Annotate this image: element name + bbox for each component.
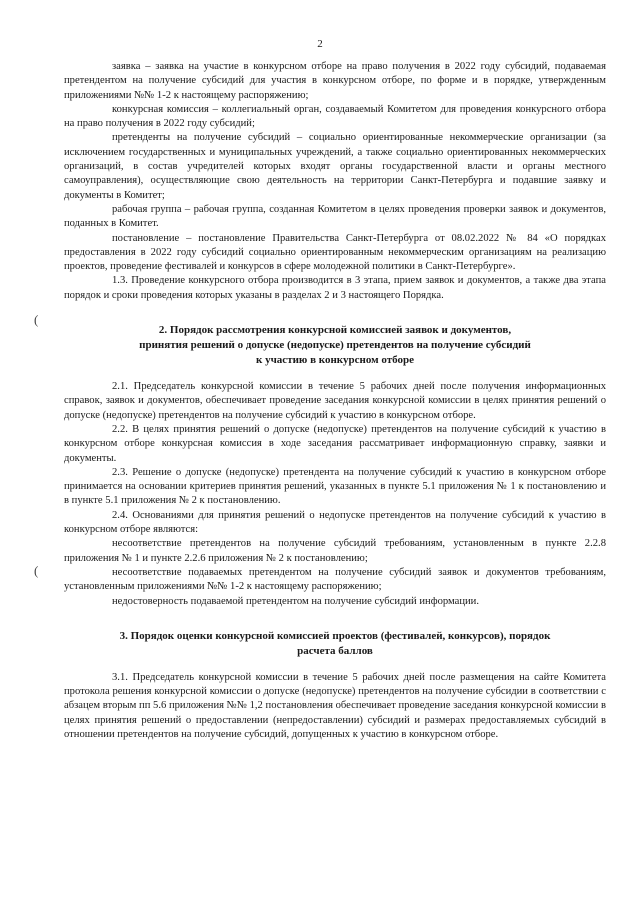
clause-paragraph: 1.3. Проведение конкурсного отбора производится в 3 этапа, прием заявок и документов, а также два этапа порядок и сроки проведения которых указаны в разделах 2 и 3 настоящего Порядка. [64, 275, 606, 301]
clause-paragraph: 2.4. Основаниями для принятия решений о недопуске претендентов на получение субсидий к участию в конкурсном отборе являются: [64, 509, 606, 536]
heading-line: принятия решений о допуске (недопуске) претендентов на получение субсидий [139, 339, 531, 352]
definition-paragraph: постановление – постановление Правительства Санкт-Петербурга от 08.02.2022 № 84 «О порядках предоставления в 2022 году субсидий социально ориентированным некоммерческим организациям на реализацию проектов, проведение фестивалей и конкурсов в сфере молодежной политики в Санкт-Петербурге». [64, 232, 606, 273]
section-2-heading [64, 323, 606, 368]
margin-mark: ( [34, 312, 39, 327]
document-body [64, 60, 606, 742]
list-item: несоответствие претендентов на получение субсидий требованиям, установленным в пункте 2.2.8 приложения № 1 и пункте 2.2.6 приложения № 2 к постановлению; [64, 538, 606, 564]
clause-paragraph: 2.2. В целях принятия решений о допуске (недопуске) претендентов на получение субсидий к участию в конкурсном отборе конкурсная комиссия в ходе заседания рассматривает информационную справку, заявки и документы. [64, 423, 606, 464]
definition-paragraph: рабочая группа – рабочая группа, созданная Комитетом в целях проведения проверки заявок и документов, поданных в Комитет. [64, 203, 606, 230]
list-item: несоответствие подаваемых претендентом на получение субсидий заявок и документов требованиям, установленным приложениями №№ 1-2 к настоящему распоряжению; [64, 566, 606, 593]
list-item: недостоверность подаваемой претендентом на получение субсидий информации. [112, 595, 479, 607]
clause-paragraph: 2.1. Председатель конкурсной комиссии в течение 5 рабочих дней после получения информационных справок, заявок и документов, обеспечивает проведение заседания конкурсной комиссии в целях принятия решений о допуске (недопуске) претендентов на получение субсидий к участию в конкурсном отборе. [64, 381, 606, 421]
heading-line: 3. Порядок оценки конкурсной комиссией проектов (фестивалей, конкурсов), порядок [119, 629, 551, 642]
section-3-heading [64, 629, 606, 659]
definition-paragraph: заявка – заявка на участие в конкурсном отборе на право получения в 2022 году субсидий, подаваемая претендентом на получение субсидий для участия в конкурсном отборе, по форме и в порядке, утвержденным приложениями №№ 1-2 к настоящему распоряжению; [64, 61, 606, 101]
heading-line: 2. Порядок рассмотрения конкурсной комиссией заявок и документов, [158, 324, 512, 337]
definition-paragraph: конкурсная комиссия – коллегиальный орган, создаваемый Комитетом для проведения конкурсного отбора на право получения в 2022 году субсидий; [64, 103, 606, 130]
heading-line: к участию в конкурсном отборе [256, 354, 414, 367]
clause-paragraph: 2.3. Решение о допуске (недопуске) претендента на получение субсидий к участию в конкурсном отборе принимается на основании критериев принятия решений, указанных в пункте 5.1 приложения № 1 к постановлению и в пункте 5.1 приложения № 2 к постановлению. [64, 466, 606, 507]
margin-mark: ( [34, 563, 39, 578]
heading-line: расчета баллов [297, 644, 373, 657]
page-number: 2 [317, 38, 323, 50]
definition-paragraph: претенденты на получение субсидий – социально ориентированные некоммерческие организации (за исключением государственных и муниципальных учреждений, а также социально ориентированных некоммерческих организаций, в состав учредителей которых входят органы государственной власти и органы местного самоуправления), осуществляющие свою деятельность на территории Санкт-Петербурга и подавшие заявку и документы в Комитет; [64, 132, 606, 201]
clause-paragraph: 3.1. Председатель конкурсной комиссии в течение 5 рабочих дней после размещения на сайте Комитета протокола решения конкурсной комиссии о допуске (недопуске) претендентов на получение субсидии в соответствии с абзацем вторым пп 5.6 приложения №№ 1,2 постановления обеспечивает проведение заседания конкурсной комиссии в целях принятия решений о предоставлении (непредоставлении) субсидий и размерах предоставляемых субсидий в отношении претендентов на получение субсидий, допущенных к участию в конкурсном отборе. [64, 671, 606, 740]
